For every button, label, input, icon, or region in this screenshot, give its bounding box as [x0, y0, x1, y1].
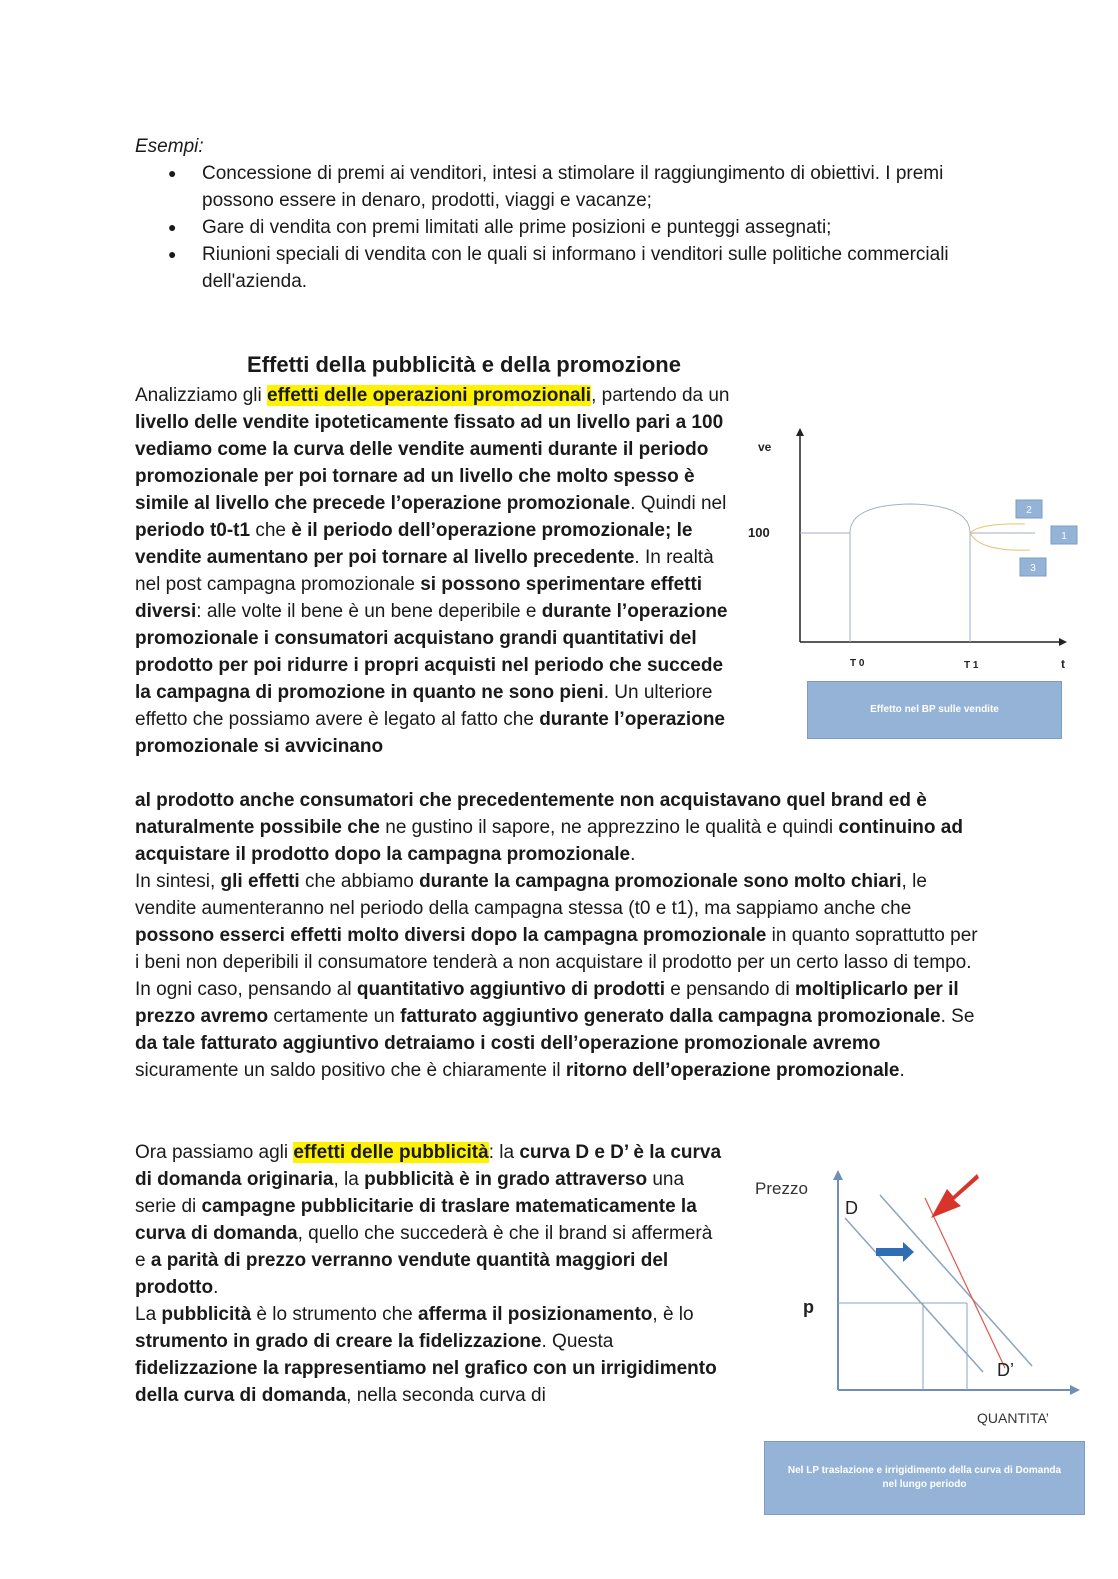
- y-axis-label: Prezzo: [755, 1179, 808, 1198]
- curve-d2-label: D’: [997, 1360, 1014, 1380]
- curve-d-label: D: [845, 1198, 858, 1218]
- paragraph-promo-effects-cont: al prodotto anche consumatori che precedentemente non acquistavano quel brand ed è naturalmente possibile che ne gustino il sapore, ne apprezzino le qualità e quindi continuino ad acquistare il prodotto dopo la campagna promozionale.: [135, 790, 963, 865]
- y-axis-arrow: [833, 1170, 843, 1180]
- level-label: 100: [748, 525, 770, 540]
- sales-effect-diagram: [740, 420, 1090, 680]
- section-title: Effetti della pubblicità e della promozione: [247, 352, 681, 377]
- scenario-1-label: 1: [1061, 531, 1067, 542]
- examples-label: Esempi:: [135, 136, 204, 157]
- scenario-3-label: 3: [1030, 563, 1036, 574]
- paragraph-summary: In sintesi, gli effetti che abbiamo durante la campagna promozionale sono molto chiari, le vendite aumenteranno nel periodo della campagna stessa (t0 e t1), ma sappiamo anche che possono esserci effetti molto diversi dopo la campagna promozionale in quanto soprattutto per i beni non deperibili il consumatore tenderà a non acquistare il prodotto per un certo lasso di tempo. In ogni caso, pensando al quantitativo aggiuntivo di prodotti e pensando di moltiplicarlo per il prezzo avremo certamente un fatturato aggiuntivo generato dalla campagna promozionale. Se da tale fatturato aggiuntivo detraiamo i costi dell’operazione promozionale avremo sicuramente un saldo positivo che è chiaramente il ritorno dell’operazione promozionale.: [135, 871, 978, 1081]
- curve-d: [845, 1218, 983, 1372]
- y-axis-label: ve: [758, 440, 772, 454]
- examples-list: [135, 160, 965, 295]
- promo-curve: [850, 504, 970, 642]
- paragraph-advertising-effects: Ora passiamo agli effetti delle pubblicità: la curva D e D’ è la curva di domanda originaria, la pubblicità è in grado attraverso una serie di campagne pubblicitarie di traslare matematicamente la curva di domanda, quello che succederà è che il brand si affermerà e a parità di prezzo verranno vendute quantità maggiori del prodotto.: [135, 1142, 722, 1298]
- demand-curve-diagram: [745, 1160, 1090, 1435]
- paragraph-positioning: La pubblicità è lo strumento che afferma il posizionamento, è lo strumento in grado di creare la fidelizzazione. Questa fidelizzazione la rappresentiamo nel grafico con un irrigidimento della curva di domanda, nella seconda curva di: [135, 1304, 717, 1406]
- x-axis-label: QUANTITA’: [977, 1410, 1049, 1426]
- t0-label: T 0: [850, 658, 865, 669]
- y-axis-arrow: [796, 428, 804, 436]
- x-axis-arrow: [1070, 1385, 1080, 1395]
- list-item: ● Riunioni speciali di vendita con le quali si informano i venditori sulle politiche commerciali dell'azienda.: [135, 241, 965, 295]
- list-item: ● Concessione di premi ai venditori, intesi a stimolare il raggiungimento di obiettivi. I premi possono essere in denaro, prodotti, viaggi e vacanze;: [135, 160, 965, 214]
- paragraph-promo-effects: Analizziamo gli effetti delle operazioni promozionali, partendo da un livello delle vendite ipoteticamente fissato ad un livello pari a 100 vediamo come la curva delle vendite aumenti durante il periodo promozionale per poi tornare ad un livello che molto spesso è simile al livello che precede l’operazione promozionale. Quindi nel periodo t0-t1 che è il periodo dell’operazione promozionale; le vendite aumentano per poi tornare al livello precedente. In realtà nel post campagna promozionale si possono sperimentare effetti diversi: alle volte il bene è un bene deperibile e durante l’operazione promozionale i consumatori acquistano grandi quantitativi del prodotto per poi ridurre i propri acquisti nel periodo che succede la campagna di promozione in quanto ne sono pieni. Un ulteriore effetto che possiamo avere è legato al fatto che durante l’operazione promozionale si avvicinano: [135, 385, 730, 757]
- list-item: ● Gare di vendita con premi limitati alle prime posizioni e punteggi assegnati;: [135, 214, 965, 241]
- t1-label: T 1: [964, 660, 979, 671]
- curve-rigid: [925, 1198, 1005, 1368]
- curve-d-shifted: [880, 1195, 1032, 1366]
- figure1-caption: Effetto nel BP sulle vendite: [807, 681, 1062, 739]
- scenario-2-curve: [970, 524, 1025, 533]
- rigidity-arrow-icon: [931, 1174, 979, 1218]
- x-axis-label: t: [1061, 657, 1065, 671]
- price-label: p: [803, 1297, 814, 1317]
- x-axis-arrow: [1059, 638, 1067, 646]
- figure2-caption: Nel LP traslazione e irrigidimento della curva di Domanda nel lungo periodo: [764, 1441, 1085, 1515]
- scenario-3-curve: [970, 533, 1030, 550]
- scenario-2-label: 2: [1026, 505, 1032, 516]
